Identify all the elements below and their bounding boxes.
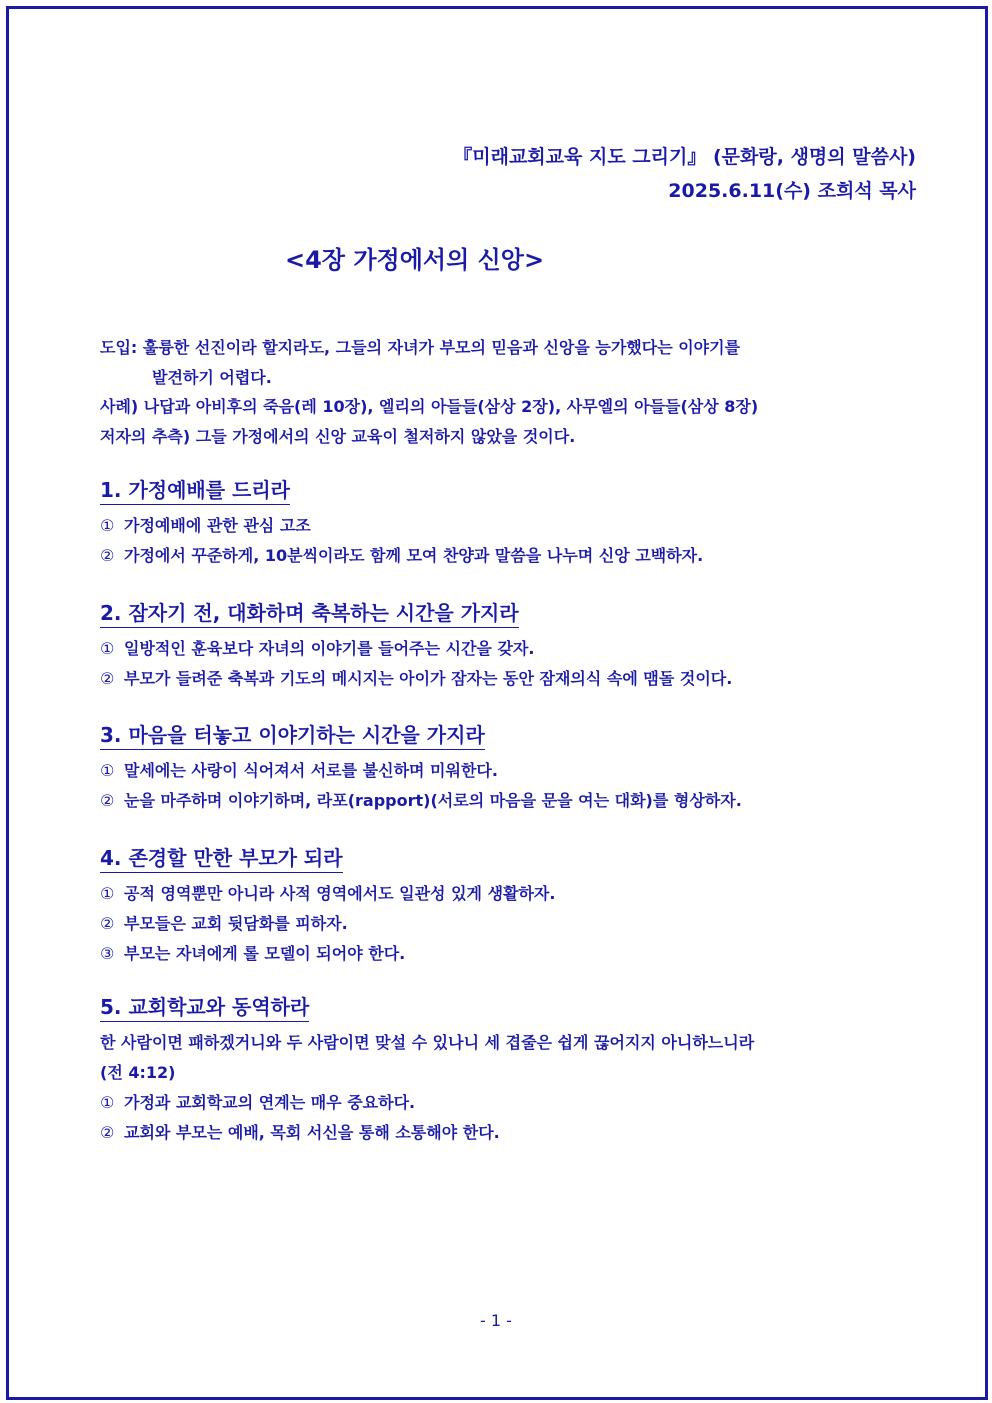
item-text: 가정예배에 관한 관심 고조	[124, 516, 311, 535]
item-text: 가정에서 꾸준하게, 10분씩이라도 함께 모여 찬양과 말씀을 나누며 신앙 고백하자.	[124, 546, 704, 565]
list-item	[100, 511, 703, 541]
list-item	[100, 1088, 754, 1118]
page-number: - 1 -	[480, 1311, 512, 1330]
section-1	[100, 476, 703, 571]
section-2	[100, 599, 732, 694]
verse-reference: (전 4:12)	[100, 1063, 176, 1082]
item-number: ①	[100, 1093, 115, 1112]
list-item	[100, 786, 742, 816]
page-border	[6, 6, 988, 1400]
list-item	[100, 664, 732, 694]
page-title: <4장 가정에서의 신앙>	[285, 246, 545, 274]
item-text: 눈을 마주하며 이야기하며, 라포(rapport)(서로의 마음을 문을 여는 대화)를 형상하자.	[124, 791, 742, 810]
list-item	[100, 541, 703, 571]
section-heading: 4. 존경할 만한 부모가 되라	[100, 844, 343, 873]
section-4	[100, 844, 555, 969]
item-text: 부모는 자녀에게 롤 모델이 되어야 한다.	[124, 944, 406, 963]
book-reference: 『미래교회교육 지도 그리기』 (문화랑, 생명의 말씀사)	[453, 146, 916, 168]
item-text: 일방적인 훈육보다 자녀의 이야기를 들어주는 시간을 갖자.	[124, 639, 535, 658]
item-text: 가정과 교회학교의 연계는 매우 중요하다.	[124, 1093, 416, 1112]
item-number: ②	[100, 791, 115, 810]
section-heading: 5. 교회학교와 동역하라	[100, 993, 309, 1022]
item-number: ②	[100, 1123, 115, 1142]
item-text: 말세에는 사랑이 식어져서 서로를 불신하며 미워한다.	[124, 761, 498, 780]
document-header	[453, 140, 916, 208]
section-3	[100, 721, 742, 816]
section-heading: 3. 마음을 터놓고 이야기하는 시간을 가지라	[100, 721, 485, 750]
list-item	[100, 909, 555, 939]
intro-line: 사례) 나답과 아비후의 죽음(레 10장), 엘리의 아들들(삼상 2장), 사무엘의 아들들(삼상 8장)	[100, 397, 759, 416]
section-5	[100, 993, 754, 1148]
item-number: ②	[100, 914, 115, 933]
intro-block	[100, 333, 758, 451]
verse-line: 한 사람이면 패하겠거니와 두 사람이면 맞설 수 있나니 세 겹줄은 쉽게 끊어지지 아니하느니라	[100, 1033, 755, 1052]
item-number: ②	[100, 546, 115, 565]
list-item	[100, 634, 732, 664]
item-number: ①	[100, 761, 115, 780]
item-text: 부모들은 교회 뒷담화를 피하자.	[124, 914, 348, 933]
list-item	[100, 939, 555, 969]
item-text: 부모가 들려준 축복과 기도의 메시지는 아이가 잠자는 동안 잠재의식 속에 맴돌 것이다.	[124, 669, 733, 688]
intro-line: 도입: 훌륭한 선진이라 할지라도, 그들의 자녀가 부모의 믿음과 신앙을 능가했다는 이야기를	[100, 338, 741, 357]
item-text: 교회와 부모는 예배, 목회 서신을 통해 소통해야 한다.	[124, 1123, 500, 1142]
intro-line: 저자의 추측) 그들 가정에서의 신앙 교육이 철저하지 않았을 것이다.	[100, 426, 576, 446]
date-author: 2025.6.11(수) 조희석 목사	[668, 180, 916, 202]
item-text: 공적 영역뿐만 아니라 사적 영역에서도 일관성 있게 생활하자.	[124, 884, 556, 903]
list-item	[100, 879, 555, 909]
list-item	[100, 1118, 754, 1148]
item-number: ②	[100, 669, 115, 688]
item-number: ①	[100, 639, 115, 658]
list-item	[100, 756, 742, 786]
section-heading: 2. 잠자기 전, 대화하며 축복하는 시간을 가지라	[100, 599, 519, 628]
item-number: ③	[100, 944, 115, 963]
intro-line: 발견하기 어렵다.	[152, 367, 272, 387]
section-heading: 1. 가정예배를 드리라	[100, 476, 290, 505]
item-number: ①	[100, 884, 115, 903]
item-number: ①	[100, 516, 115, 535]
